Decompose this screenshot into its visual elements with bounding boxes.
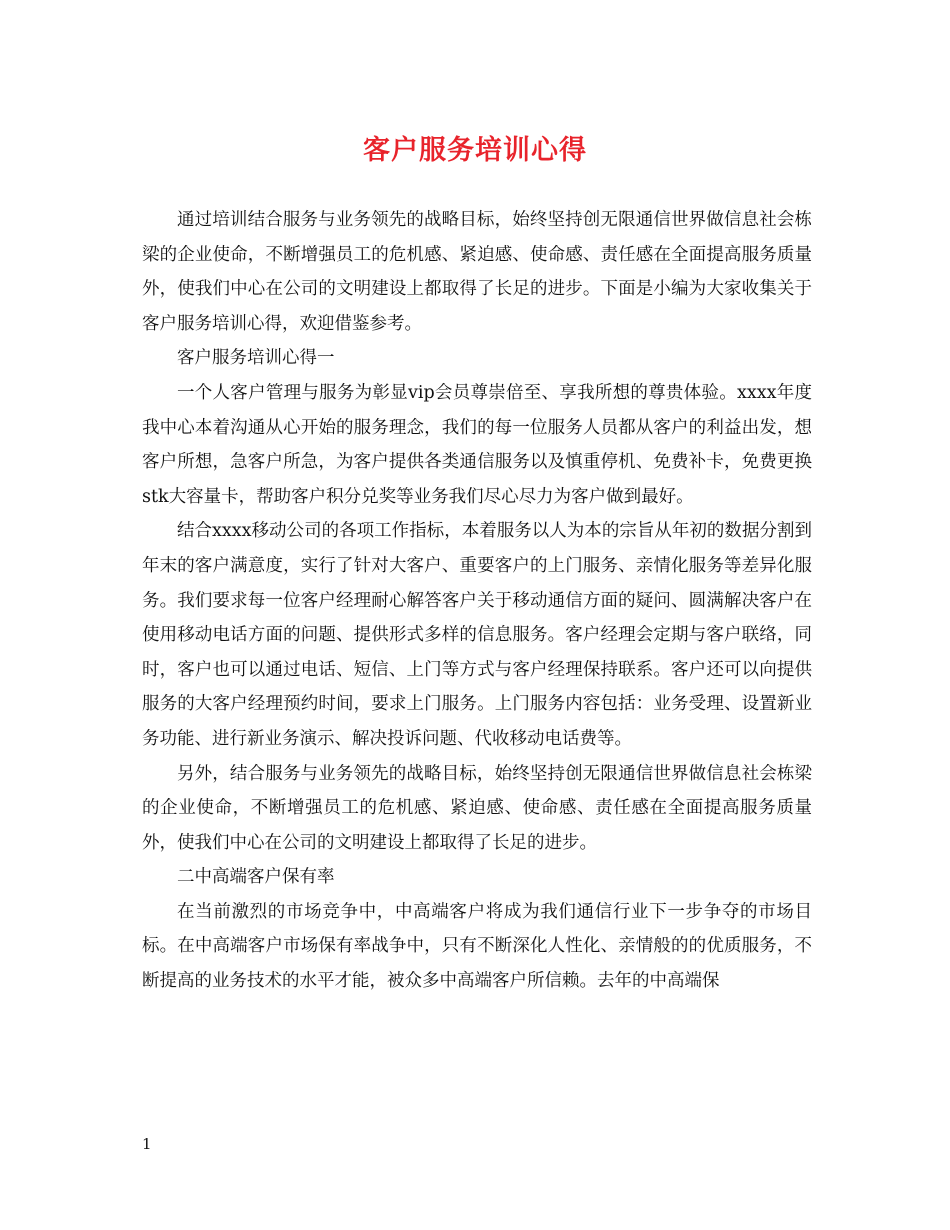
paragraph-service-vip: 一个人客户管理与服务为彰显vip会员尊崇倍至、享我所想的尊贵体验。xxxx年度我中心本着沟通从心开始的服务理念，我们的每一位服务人员都从客户的利益出发，想客户所想，急客户所急，为客户提供各类通信服务以及慎重停机、免费补卡，免费更换stk大容量卡，帮助客户积分兑奖等业务我们尽心尽力为客户做到最好。 [142, 382, 812, 507]
paragraph-intro: 通过培训结合服务与业务领先的战略目标，始终坚持创无限通信世界做信息社会栋梁的企业使命，不断增强员工的危机感、紧迫感、使命感、责任感在全面提高服务质量外，使我们中心在公司的文明建设上都取得了长足的进步。下面是小编为大家收集关于客户服务培训心得，欢迎借鉴参考。 [142, 210, 812, 334]
page-number: 1 [142, 1135, 152, 1153]
paragraph-additionally: 另外，结合服务与业务领先的战略目标，始终坚持创无限通信世界做信息社会栋梁的企业使命，不断增强员工的危机感、紧迫感、使命感、责任感在全面提高服务质量外，使我们中心在公司的文明建设上都取得了长足的进步。 [142, 763, 812, 853]
document-title: 客户服务培训心得 [363, 135, 587, 166]
paragraph-high-end-clients: 在当前激烈的市场竞争中，中高端客户将成为我们通信行业下一步争夺的市场目标。在中高端客户市场保有率战争中，只有不断深化人性化、亲情般的的优质服务，不断提高的业务技术的水平才能，被众多中高端客户所信赖。去年的中高端保 [142, 901, 812, 992]
section-heading-one: 客户服务培训心得一 [177, 348, 335, 369]
paragraph-mobile-company: 结合xxxx移动公司的各项工作指标，本着服务以人为本的宗旨从年初的数据分割到年末的客户满意度，实行了针对大客户、重要客户的上门服务、亲情化服务等差异化服务。我们要求每一位客户经理耐心解答客户关于移动通信方面的疑问、圆满解决客户在使用移动电话方面的问题、提供形式多样的信息服务。客户经理会定期与客户联络，同时，客户也可以通过电话、短信、上门等方式与客户经理保持联系。客户还可以向提供服务的大客户经理预约时间，要求上门服务。上门服务内容包括：业务受理、设置新业务功能、进行新业务演示、解决投诉问题、代收移动电话费等。 [142, 521, 812, 749]
section-heading-two: 二中高端客户保有率 [177, 867, 335, 888]
document-body [142, 203, 812, 999]
